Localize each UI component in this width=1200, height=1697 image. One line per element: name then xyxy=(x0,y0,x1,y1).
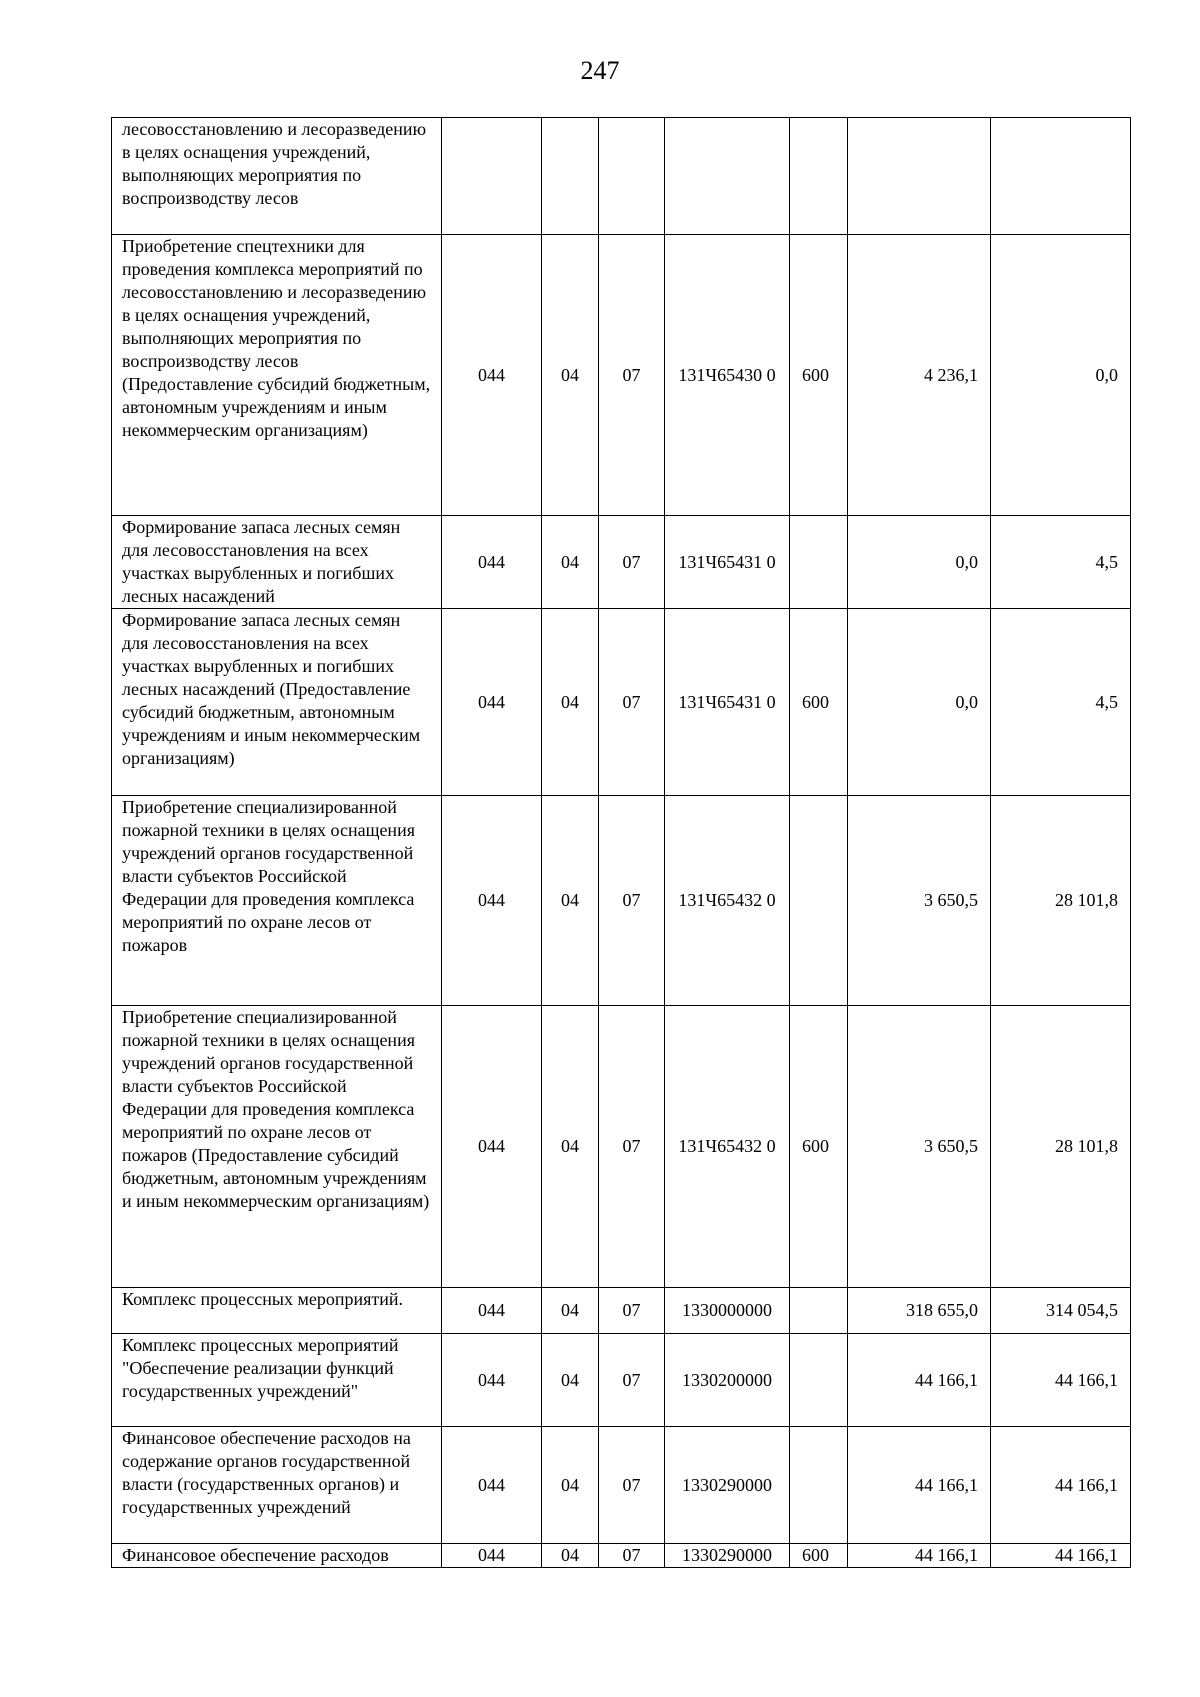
item-name-cell: Комплекс процессных мероприятий "Обеспечение реализации функций государственных учреждений" xyxy=(112,1334,442,1427)
ministry-code-cell: 044 xyxy=(442,1544,542,1568)
subsection-code-cell xyxy=(599,118,665,235)
expense-type-cell xyxy=(790,796,848,1006)
target-article-cell: 131Ч65432 0 xyxy=(665,1006,790,1288)
amount-year2-cell: 314 054,5 xyxy=(991,1288,1131,1334)
section-code-cell: 04 xyxy=(542,1006,599,1288)
target-article-cell: 1330000000 xyxy=(665,1288,790,1334)
section-code-cell: 04 xyxy=(542,796,599,1006)
subsection-code-cell: 07 xyxy=(599,796,665,1006)
expense-type-cell xyxy=(790,118,848,235)
amount-year2-cell: 0,0 xyxy=(991,235,1131,516)
section-code-cell: 04 xyxy=(542,1427,599,1544)
section-code-cell: 04 xyxy=(542,235,599,516)
target-article-cell: 1330290000 xyxy=(665,1544,790,1568)
item-name-cell: лесовосстановлению и лесоразведению в целях оснащения учреждений, выполняющих мероприятия по воспроизводству лесов xyxy=(112,118,442,235)
target-article-cell: 131Ч65430 0 xyxy=(665,235,790,516)
page-number: 247 xyxy=(580,56,620,85)
table-row xyxy=(112,118,1131,235)
amount-year1-cell: 4 236,1 xyxy=(848,235,991,516)
amount-year2-cell: 28 101,8 xyxy=(991,796,1131,1006)
expense-type-cell: 600 xyxy=(790,1006,848,1288)
expense-type-cell xyxy=(790,516,848,609)
ministry-code-cell: 044 xyxy=(442,1006,542,1288)
table-row xyxy=(112,1544,1131,1568)
amount-year2-cell: 4,5 xyxy=(991,609,1131,796)
target-article-cell: 131Ч65431 0 xyxy=(665,516,790,609)
amount-year2-cell: 44 166,1 xyxy=(991,1544,1131,1568)
table-row xyxy=(112,1427,1131,1544)
amount-year1-cell: 3 650,5 xyxy=(848,1006,991,1288)
amount-year2-cell: 44 166,1 xyxy=(991,1334,1131,1427)
amount-year1-cell: 44 166,1 xyxy=(848,1334,991,1427)
ministry-code-cell xyxy=(442,118,542,235)
item-name-cell: Приобретение специализированной пожарной техники в целях оснащения учреждений органов государственной власти субъектов Российской Федерации для проведения комплекса мероприятий по охране лесов от пожаров (Предоставление субсидий бюджетным, автономным учреждениям и иным некоммерческим организациям) xyxy=(112,1006,442,1288)
table-row xyxy=(112,796,1131,1006)
amount-year1-cell: 318 655,0 xyxy=(848,1288,991,1334)
expense-type-cell xyxy=(790,1334,848,1427)
section-code-cell xyxy=(542,118,599,235)
item-name-cell: Приобретение специализированной пожарной техники в целях оснащения учреждений органов государственной власти субъектов Российской Федерации для проведения комплекса мероприятий по охране лесов от пожаров xyxy=(112,796,442,1006)
item-name-cell: Финансовое обеспечение расходов на содержание органов государственной власти (государственных органов) и государственных учреждений xyxy=(112,1427,442,1544)
amount-year1-cell: 3 650,5 xyxy=(848,796,991,1006)
amount-year2-cell: 44 166,1 xyxy=(991,1427,1131,1544)
expense-type-cell: 600 xyxy=(790,1544,848,1568)
table-row xyxy=(112,516,1131,609)
budget-table xyxy=(111,117,1131,1568)
section-code-cell: 04 xyxy=(542,1334,599,1427)
ministry-code-cell: 044 xyxy=(442,516,542,609)
item-name-cell: Приобретение спецтехники для проведения комплекса мероприятий по лесовосстановлению и лесоразведению в целях оснащения учреждений, выполняющих мероприятия по воспроизводству лесов (Предоставление субсидий бюджетным, автономным учреждениям и иным некоммерческим организациям) xyxy=(112,235,442,516)
ministry-code-cell: 044 xyxy=(442,796,542,1006)
target-article-cell: 1330200000 xyxy=(665,1334,790,1427)
amount-year1-cell: 0,0 xyxy=(848,516,991,609)
amount-year2-cell: 28 101,8 xyxy=(991,1006,1131,1288)
subsection-code-cell: 07 xyxy=(599,1288,665,1334)
target-article-cell xyxy=(665,118,790,235)
amount-year1-cell xyxy=(848,118,991,235)
expense-type-cell: 600 xyxy=(790,609,848,796)
ministry-code-cell: 044 xyxy=(442,1288,542,1334)
subsection-code-cell: 07 xyxy=(599,609,665,796)
item-name-cell: Комплекс процессных мероприятий. xyxy=(112,1288,442,1334)
amount-year1-cell: 44 166,1 xyxy=(848,1544,991,1568)
section-code-cell: 04 xyxy=(542,609,599,796)
subsection-code-cell: 07 xyxy=(599,1334,665,1427)
target-article-cell: 131Ч65431 0 xyxy=(665,609,790,796)
subsection-code-cell: 07 xyxy=(599,1544,665,1568)
subsection-code-cell: 07 xyxy=(599,1427,665,1544)
table-row xyxy=(112,609,1131,796)
subsection-code-cell: 07 xyxy=(599,235,665,516)
expense-type-cell xyxy=(790,1427,848,1544)
section-code-cell: 04 xyxy=(542,516,599,609)
target-article-cell: 131Ч65432 0 xyxy=(665,796,790,1006)
expense-type-cell: 600 xyxy=(790,235,848,516)
amount-year2-cell xyxy=(991,118,1131,235)
subsection-code-cell: 07 xyxy=(599,516,665,609)
table-row xyxy=(112,235,1131,516)
section-code-cell: 04 xyxy=(542,1288,599,1334)
item-name-cell: Формирование запаса лесных семян для лесовосстановления на всех участках вырубленных и погибших лесных насаждений xyxy=(112,516,442,609)
table-row xyxy=(112,1006,1131,1288)
section-code-cell: 04 xyxy=(542,1544,599,1568)
item-name-cell: Формирование запаса лесных семян для лесовосстановления на всех участках вырубленных и погибших лесных насаждений (Предоставление субсидий бюджетным, автономным учреждениям и иным некоммерческим организациям) xyxy=(112,609,442,796)
expense-type-cell xyxy=(790,1288,848,1334)
amount-year2-cell: 4,5 xyxy=(991,516,1131,609)
table-row xyxy=(112,1288,1131,1334)
ministry-code-cell: 044 xyxy=(442,235,542,516)
ministry-code-cell: 044 xyxy=(442,1427,542,1544)
ministry-code-cell: 044 xyxy=(442,1334,542,1427)
subsection-code-cell: 07 xyxy=(599,1006,665,1288)
ministry-code-cell: 044 xyxy=(442,609,542,796)
target-article-cell: 1330290000 xyxy=(665,1427,790,1544)
table-row xyxy=(112,1334,1131,1427)
amount-year1-cell: 44 166,1 xyxy=(848,1427,991,1544)
amount-year1-cell: 0,0 xyxy=(848,609,991,796)
item-name-cell: Финансовое обеспечение расходов xyxy=(112,1544,442,1568)
